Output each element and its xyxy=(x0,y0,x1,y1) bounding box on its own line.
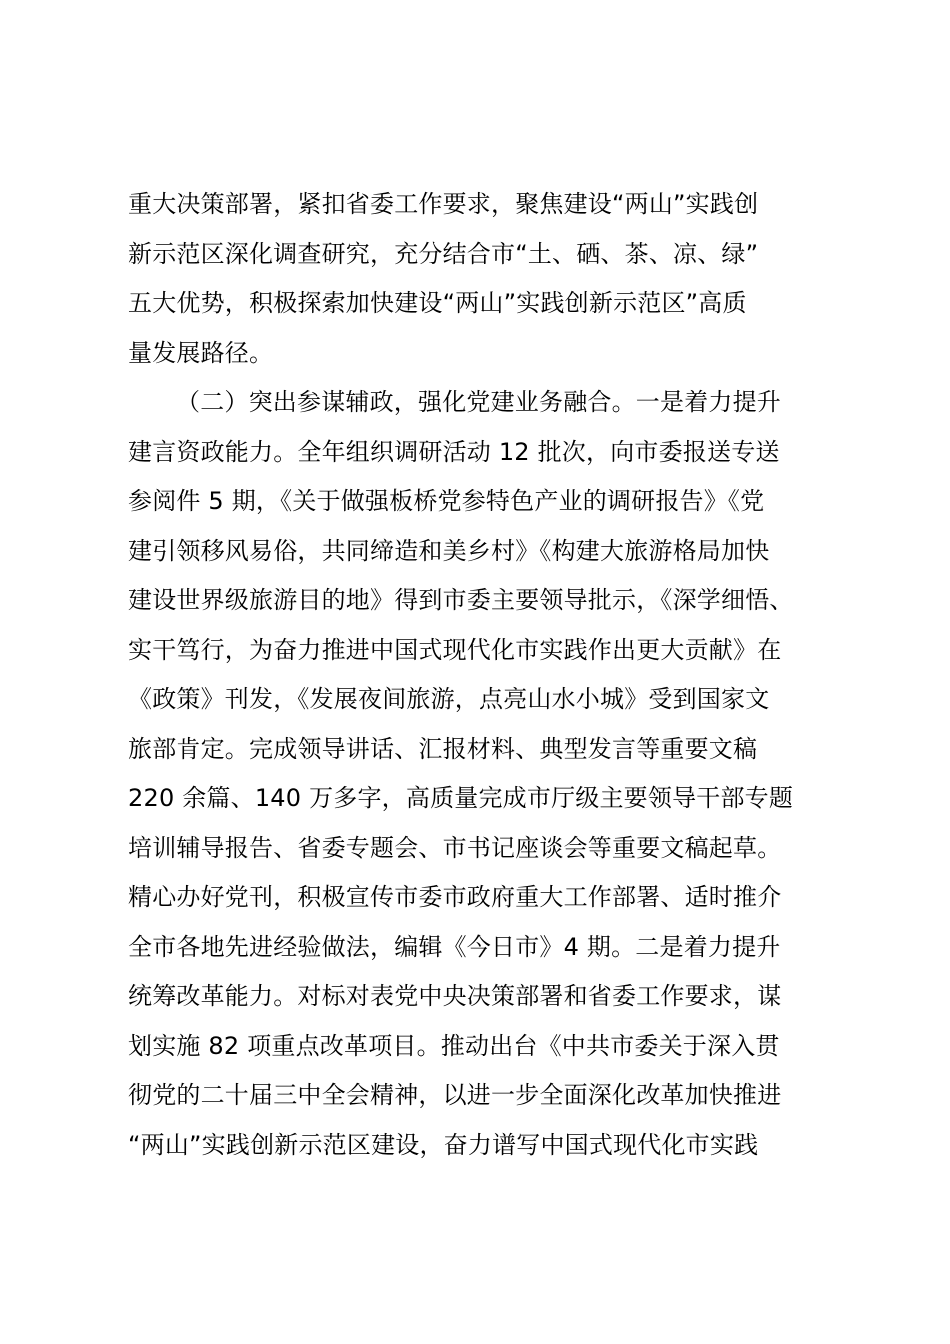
body-text xyxy=(128,180,848,1170)
text-line: 建设世界级旅游目的地》得到市委主要领导批示，《深学细悟、 xyxy=(128,586,794,614)
text-line: 参阅件 5 期，《关于做强板桥党参特色产业的调研报告》《党 xyxy=(128,487,765,515)
text-line: 重大决策部署，紧扣省委工作要求，聚焦建设“两山”实践创 xyxy=(128,190,759,218)
text-line: 划实施 82 项重点改革项目。推动出台《中共市委关于深入贯 xyxy=(128,1031,780,1060)
text-line: 建言资政能力。全年组织调研活动 12 批次，向市委报送专送 xyxy=(128,437,780,466)
text-line: 《政策》刊发，《发展夜间旅游，点亮山水小城》受到国家文 xyxy=(128,685,770,713)
text-line: 培训辅导报告、省委专题会、市书记座谈会等重要文稿起草。 xyxy=(128,833,782,862)
text-line: 实干笃行，为奋力推进中国式现代化市实践作出更大贡献》在 xyxy=(128,635,782,664)
text-line: 精心办好党刊，积极宣传市委市政府重大工作部署、适时推介 xyxy=(128,883,782,911)
text-line: 全市各地先进经验做法，编辑《今日市》4 期。二是着力提升 xyxy=(128,932,781,961)
text-line: “两山”实践创新示范区建设，奋力谱写中国式现代化市实践 xyxy=(128,1130,759,1159)
text-line: 量发展路径。 xyxy=(128,338,274,367)
text-line: 新示范区深化调查研究，充分结合市“土、硒、茶、凉、绿” xyxy=(128,239,759,268)
text-line: 统筹改革能力。对标对表党中央决策部署和省委工作要求，谋 xyxy=(128,982,782,1010)
text-line: 220 余篇、140 万多字，高质量完成市厅级主要领导干部专题 xyxy=(128,784,794,812)
text-line: 五大优势，积极探索加快建设“两山”实践创新示范区”高质 xyxy=(128,289,747,317)
section-heading-line: （二）突出参谋辅政，强化党建业务融合。一是着力提升 xyxy=(176,388,781,416)
text-line: 旅部肯定。完成领导讲话、汇报材料、典型发言等重要文稿 xyxy=(128,734,758,763)
text-line: 彻党的二十届三中全会精神，以进一步全面深化改革加快推进 xyxy=(128,1081,782,1109)
text-line: 建引领移风易俗，共同缔造和美乡村》《构建大旅游格局加快 xyxy=(128,536,770,565)
